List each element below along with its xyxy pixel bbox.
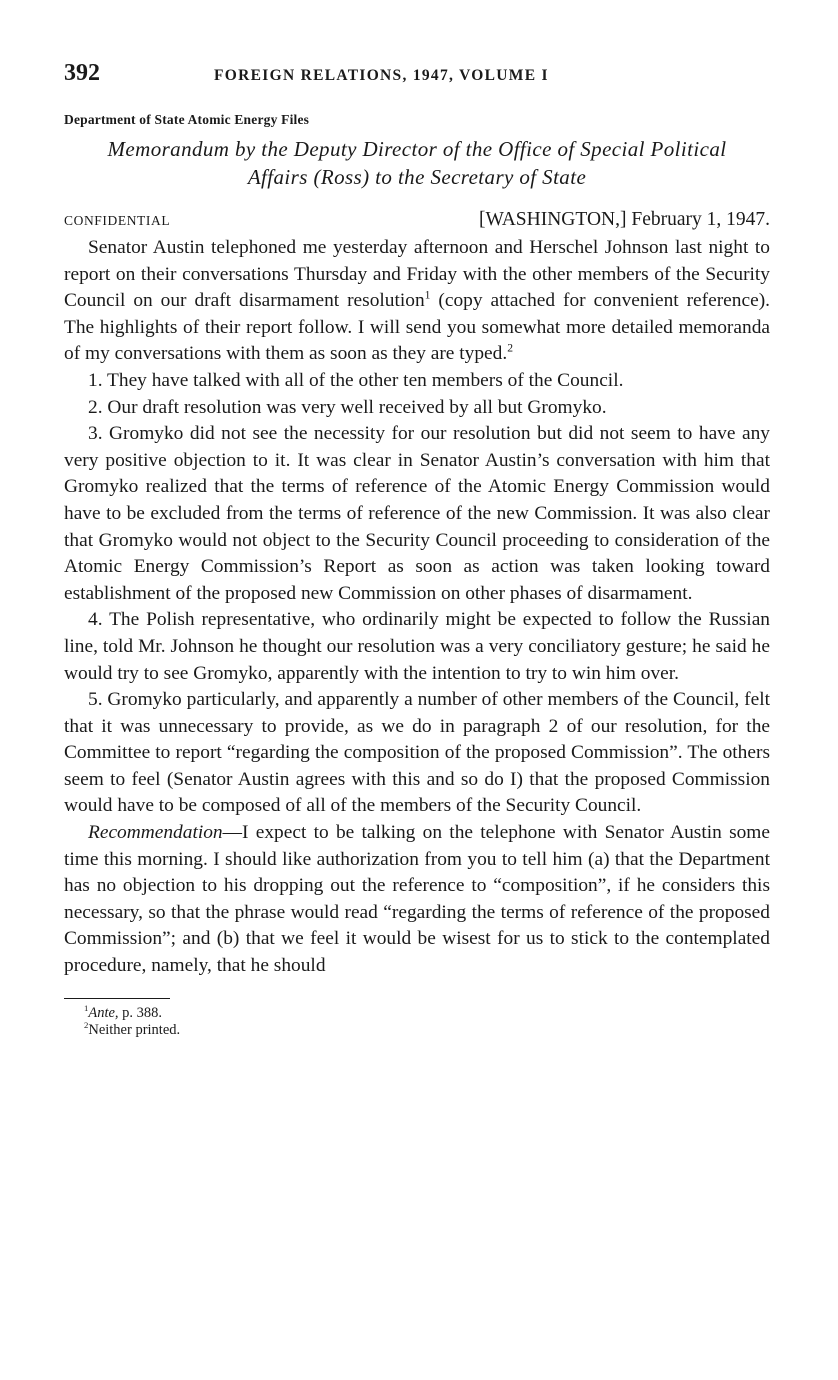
title-line-1: Memorandum by the Deputy Director of the Office of Special Political [107,137,727,161]
title-line-2: Affairs (Ross) to the Secretary of State [247,165,587,189]
footnote-ref: 2 [507,341,514,355]
source-line: Department of State Atomic Energy Files [64,112,310,127]
document-title [64,135,770,191]
paragraph-text: —I expect to be talking on the telephone with Senator Austin some time this morning. I should like authorization from you to tell him (a) that the Department has no objection to his dropping out the reference to “composition”, if he considers this necessary, so that the phrase would read “regarding the terms of reference of the proposed Commission”; and (b) that we feel it would be wisest for us to stick to the contemplated procedure, namely, that he should [64,822,770,977]
footnote-italic: Ante, [88,1004,119,1021]
date-line: [WASHINGTON,] February 1, 1947. [478,209,770,230]
footnote-text: p. 388. [118,1004,163,1021]
paragraph-1: 1. They have talked with all of the other ten members of the Council. [88,369,624,391]
footnote-text: Neither printed. [88,1021,181,1038]
footnotes [64,1002,770,1039]
memo-body [64,235,770,980]
classification-label: CONFIDENTIAL [64,213,171,228]
paragraph-4: 4. The Polish representative, who ordinarily might be expected to follow the Russian line, told Mr. Johnson he thought our resolution was a very conciliatory gesture; he said he would try to see Gromyko, apparently with the intention to try to win him over. [64,609,770,684]
footnote-mark: 2 [84,1019,89,1030]
page-header [64,60,770,94]
dateline [64,209,770,231]
recommendation-label: Recommendation [88,822,223,844]
page-number: 392 [64,60,100,86]
document-page [64,60,770,1039]
footnote-divider [64,998,170,999]
footnote-mark: 1 [84,1002,89,1013]
paragraph-recommendation [64,820,770,980]
paragraph-intro [64,235,770,368]
paragraph-text: Senator Austin telephoned me yesterday afternoon and Herschel Johnson last night to report on their conversations Thursday and Friday with the other members of the Security Council on our draft disarmament resolution [64,237,770,312]
paragraph-5: 5. Gromyko particularly, and apparently a number of other members of the Council, felt that it was unnecessary to provide, as we do in paragraph 2 of our resolution, for the Committee to report “regarding the composition of the proposed Commission”. The others seem to feel (Senator Austin agrees with this and so do I) that the proposed Commission would have to be composed of all of the members of the Security Council. [64,689,770,817]
running-head: FOREIGN RELATIONS, 1947, VOLUME I [214,67,549,84]
paragraph-3: 3. Gromyko did not see the necessity for our resolution but did not seem to have any very positive objection to it. It was clear in Senator Austin’s conversation with him that Gromyko realized that the terms of reference of the Atomic Energy Commission would have to be excluded from the terms of reference of the new Commission. It was also clear that Gromyko would not object to the Security Council proceeding to consideration of the Atomic Energy Commission’s Report as soon as action was taken looking toward establishment of the proposed new Commission on other phases of disarmament. [64,423,770,604]
footnote-2 [84,1019,770,1039]
paragraph-text: (copy attached for convenient reference). The highlights of their report follow. I will send you somewhat more detailed memoranda of my conversations with them as soon as they are typed. [64,290,770,365]
footnote-ref: 1 [424,288,431,302]
footnote-1 [84,1002,770,1022]
paragraph-2: 2. Our draft resolution was very well received by all but Gromyko. [88,396,607,418]
